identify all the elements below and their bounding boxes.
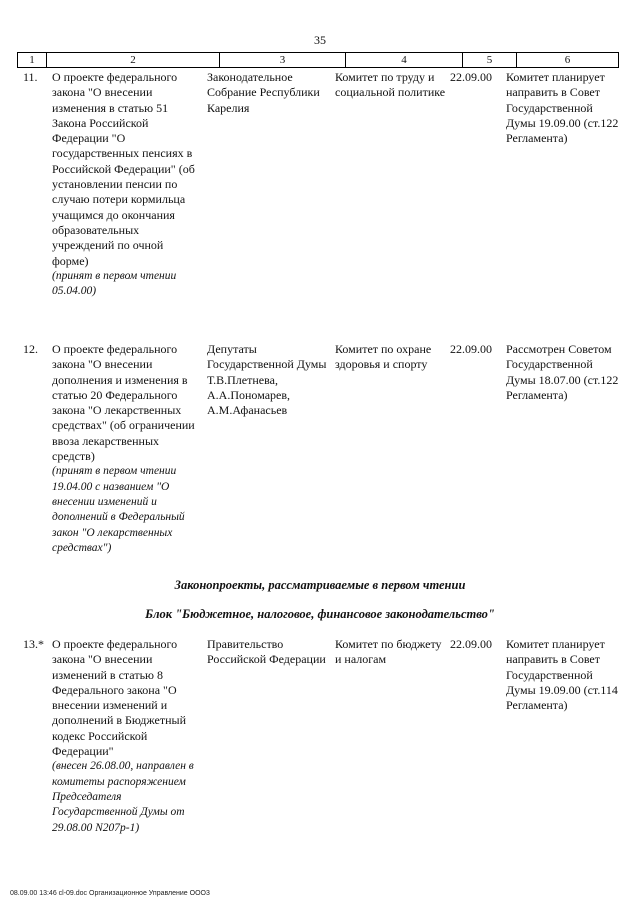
bill-status: Комитет планирует направить в Совет Государственной Думы 19.09.00 (ст.114 Регламента) xyxy=(506,637,618,713)
bill-title: О проекте федерального закона "О внесении изменений в статью 8 Федерального закона "О внесении изменений и дополнений в Бюджетный кодекс Российской Федерации" xyxy=(52,637,186,759)
review-date: 22.09.00 xyxy=(450,637,492,651)
row-number: 11. xyxy=(23,70,38,84)
responsible-committee: Комитет по бюджету и налогам xyxy=(335,637,442,667)
row-number: 12. xyxy=(23,342,38,356)
bill-description xyxy=(52,637,202,836)
bill-note: (принят в первом чтении 05.04.00) xyxy=(52,269,177,298)
bill-note: (внесен 26.08.00, направлен в комитеты распоряжением Председателя Государственной Думы от 29.08.00 N207р-1) xyxy=(52,760,194,834)
bill-note: (принят в первом чтении 19.04.00 с названием "О внесении изменений и дополнений в Федеральный закон "О лекарственных средствах") xyxy=(52,465,185,554)
row-number: 13.* xyxy=(23,637,44,651)
bill-title: О проекте федерального закона "О внесении изменения в статью 51 Закона Российской Федерации "О государственных пенсиях в Российской Федерации" (об установлении пенсии по случаю потери кормильца учащимся до окончания образовательных учреждений по очной форме) xyxy=(52,70,195,268)
header-col-5: 5 xyxy=(463,53,517,67)
bill-author: Депутаты Государственной Думы Т.В.Плетнева, А.А.Пономарев, А.М.Афанасьев xyxy=(207,342,327,418)
header-col-3: 3 xyxy=(220,53,346,67)
bill-status: Рассмотрен Советом Государственной Думы 18.07.00 (ст.122 Регламента) xyxy=(506,342,619,402)
header-col-2: 2 xyxy=(47,53,220,67)
bill-status: Комитет планирует направить в Совет Государственной Думы 19.09.00 (ст.122 Регламента) xyxy=(506,70,619,146)
review-date: 22.09.00 xyxy=(450,342,492,356)
responsible-committee: Комитет по труду и социальной политике xyxy=(335,70,446,100)
bill-description xyxy=(52,342,202,556)
review-date: 22.09.00 xyxy=(450,70,492,84)
responsible-committee: Комитет по охране здоровья и спорту xyxy=(335,342,432,372)
bill-author: Законодательное Собрание Республики Карелия xyxy=(207,70,320,115)
section-heading: Законопроекты, рассматриваемые в первом чтении xyxy=(174,578,466,592)
bill-author: Правительство Российской Федерации xyxy=(207,637,326,667)
bill-description xyxy=(52,70,202,299)
header-col-4: 4 xyxy=(346,53,463,67)
document-footer: 08.09.00 13:46 cl-09.doc Организационное Управление ООО3 xyxy=(10,890,210,897)
header-col-6: 6 xyxy=(517,53,619,67)
table-header xyxy=(17,52,619,68)
page-number: 35 xyxy=(314,33,326,47)
bill-title: О проекте федерального закона "О внесении дополнения и изменения в статью 20 Федерального закона "О лекарственных средствах" (об ограничении ввоза лекарственных средств) xyxy=(52,342,195,464)
header-col-1: 1 xyxy=(17,53,47,67)
block-heading: Блок "Бюджетное, налоговое, финансовое законодательство" xyxy=(145,607,495,621)
